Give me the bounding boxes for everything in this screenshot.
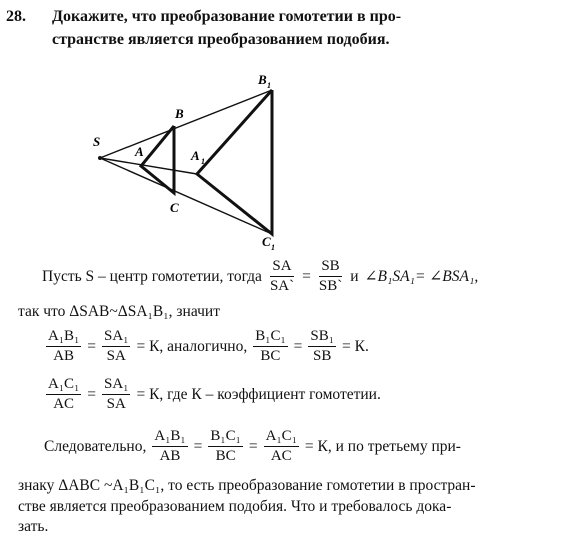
triangle-a1b1c1 <box>197 90 272 234</box>
label-s: S <box>93 134 101 149</box>
solution-line-last-1: знаку ΔABC ~A₁B₁C₁, то есть преобразование гомотетии в простран- <box>18 477 476 494</box>
label-a1-sub: 1 <box>201 157 205 166</box>
solution-line-1: Пусть S – центр гомотетии, тогда $\frac{SA}{SA`}$ = $\frac{SB}{SB`}$ и ∠B₁SA₁= ∠BSA₁, <box>42 258 479 294</box>
fraction-sa-over-sa-prime: $\frac{SA}{SA`}$ <box>269 258 295 294</box>
problem-statement-line1: Докажите, что преобразование гомотетии в про- <box>52 8 402 25</box>
center-point-s <box>98 156 102 160</box>
homothety-figure <box>0 60 564 260</box>
ray-s-b1 <box>100 90 272 158</box>
solution-line-last-3: зать. <box>18 518 49 535</box>
problem-number: 28. <box>6 8 26 25</box>
fraction-a1c1-ac: $\frac{\text{A₁C₁}}{AC}$ <box>48 376 80 412</box>
ratio-row-3: Следовательно, $\frac{\text{A₁B₁}}{AB}$ = $\frac{\text{B₁C₁}}{BC}$ = $\frac{\text{A₁C₁}}{AC}$ = К, и по третьему при- <box>44 428 461 464</box>
line1-text: Пусть S – центр гомотетии, тогда <box>42 267 262 285</box>
fraction-b1c1-bc: $\frac{\text{B₁C₁}}{BC}$ <box>255 328 286 364</box>
label-c1: C <box>262 234 271 249</box>
problem-statement-line2: странстве является преобразованием подобия. <box>52 31 390 48</box>
fraction-sb-over-sb-prime: $\frac{SB}{SB`}$ <box>318 258 343 294</box>
ratio-row-2: $\frac{\text{A₁C₁}}{AC}$ = $\frac{\text{SA₁}}{SA}$ = К, где К – коэффициент гомотетии. <box>48 376 381 412</box>
label-a: A <box>135 144 144 159</box>
label-c1-sub: 1 <box>271 243 275 252</box>
fraction-sa1-sa: $\frac{\text{SA₁}}{SA}$ <box>104 328 129 364</box>
label-c: C <box>170 200 179 215</box>
fraction-a1b1-ab: $\frac{\text{A₁B₁}}{AB}$ <box>48 328 80 364</box>
solution-line-2: так что ΔSAB~ΔSA₁B₁, значит <box>18 303 220 320</box>
fraction-a1b1-ab-final: $\frac{\text{A₁B₁}}{AB}$ <box>154 428 186 464</box>
ray-s-c1 <box>100 158 272 234</box>
solution-line-last-2: стве является преобразованием подобия. Что и требовалось дока- <box>18 498 452 515</box>
fraction-sa1-sa-2: $\frac{\text{SA₁}}{SA}$ <box>104 376 129 412</box>
fraction-b1c1-bc-final: $\frac{\text{B₁C₁}}{BC}$ <box>210 428 241 464</box>
label-b1: B <box>258 72 267 87</box>
label-a1: A <box>191 148 200 163</box>
label-b: B <box>175 106 184 121</box>
fraction-a1c1-ac-final: $\frac{\text{A₁C₁}}{AC}$ <box>265 428 297 464</box>
fraction-sb1-sb: $\frac{\text{SB₁}}{SB}$ <box>310 328 334 364</box>
angle-equality: ∠B₁SA₁= ∠BSA₁, <box>364 268 479 285</box>
ratio-row-1: $\frac{\text{A₁B₁}}{AB}$ = $\frac{\text{SA₁}}{SA}$ = К, аналогично, $\frac{\text{B₁C₁}}{BC}$ = $\frac{\text{SB₁}}{SB}$ = К. <box>48 328 369 364</box>
label-b1-sub: 1 <box>267 81 271 90</box>
